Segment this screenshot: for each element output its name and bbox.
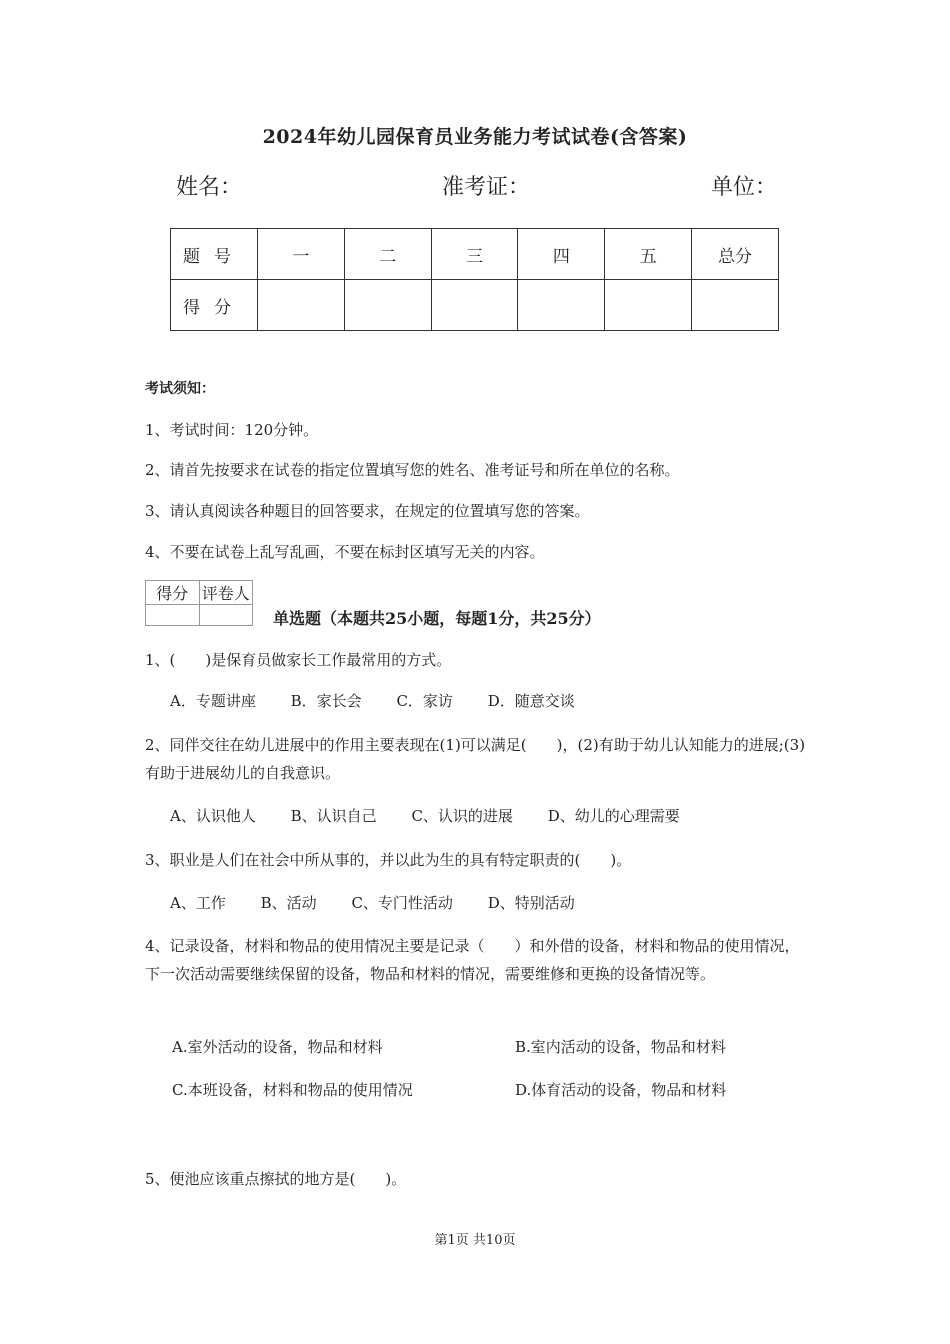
notice-item: 4、不要在试卷上乱写乱画，不要在标封区填写无关的内容。 [145, 543, 545, 561]
option: A.室外活动的设备，物品和材料 [172, 1038, 383, 1056]
grader-name-cell[interactable] [199, 605, 253, 626]
score-label: 得分 [171, 280, 258, 331]
question-options [170, 690, 605, 711]
question-text: 4、记录设备，材料和物品的使用情况主要是记录（ ）和外借的设备，材料和物品的使用情况，下一次活动需要继续保留的设备，物品和材料的情况，需要维修和更换的设备情况等。 [145, 937, 800, 983]
option: B、活动 [260, 894, 317, 912]
grader-name-label: 评卷人 [199, 581, 253, 605]
name-label: 姓名： [176, 175, 243, 200]
candidate-info-row [0, 170, 950, 204]
option: C、认识的进展 [411, 807, 513, 825]
question-text: 1、( )是保育员做家长工作最常用的方式。 [145, 651, 452, 669]
option: B、认识自己 [290, 807, 377, 825]
option: D.体育活动的设备，物品和材料 [515, 1081, 727, 1099]
option: A、认识他人 [170, 807, 256, 825]
page-footer: 第1页 共10页 [434, 1233, 516, 1248]
score-cell[interactable] [431, 280, 518, 331]
score-cell[interactable] [344, 280, 431, 331]
grader-score-label: 得分 [146, 581, 200, 605]
score-table [170, 228, 779, 331]
option: A、工作 [170, 894, 226, 912]
grader-score-cell[interactable] [146, 605, 200, 626]
unit-label: 单位： [711, 175, 778, 200]
score-column-2: 二 [344, 229, 431, 280]
question-options [170, 805, 710, 826]
score-cell[interactable] [258, 280, 345, 331]
score-table-header-row [171, 229, 779, 280]
score-column-5: 五 [605, 229, 692, 280]
question-text: 3、职业是人们在社会中所从事的，并以此为生的具有特定职责的( )。 [145, 851, 632, 869]
option: C．家访 [396, 692, 453, 710]
question-options [170, 892, 605, 913]
option: C、专门性活动 [351, 894, 453, 912]
score-cell[interactable] [605, 280, 692, 331]
score-cell[interactable] [518, 280, 605, 331]
notice-title: 考试须知： [145, 381, 215, 397]
score-table-score-row [171, 280, 779, 331]
exam-title: 2024年幼儿园保育员业务能力考试试卷(含答案) [262, 126, 688, 148]
notice-item: 2、请首先按要求在试卷的指定位置填写您的姓名、准考证号和所在单位的名称。 [145, 461, 680, 479]
score-column-total: 总分 [692, 229, 779, 280]
grader-box [145, 580, 253, 626]
notice-item: 1、考试时间：120分钟。 [145, 421, 319, 439]
exam-number-label: 准考证： [442, 175, 531, 200]
score-column-3: 三 [431, 229, 518, 280]
question-text: 5、便池应该重点擦拭的地方是( )。 [145, 1170, 407, 1188]
question-text: 2、同伴交往在幼儿进展中的作用主要表现在(1)可以满足( )，(2)有助于幼儿认知能力的进展;(3)有助于进展幼儿的自我意识。 [145, 736, 806, 782]
option: D、特别活动 [487, 894, 575, 912]
question-number-label: 题号 [171, 229, 258, 280]
option: D、幼儿的心理需要 [547, 807, 680, 825]
option: C.本班设备，材料和物品的使用情况 [172, 1081, 413, 1099]
option: D．随意交谈 [487, 692, 575, 710]
section-title: 单选题（本题共25小题，每题1分，共25分） [273, 609, 601, 628]
notice-item: 3、请认真阅读各种题目的回答要求，在规定的位置填写您的答案。 [145, 502, 590, 520]
option: B.室内活动的设备，物品和材料 [515, 1038, 726, 1056]
option: B．家长会 [290, 692, 362, 710]
option: A．专题讲座 [170, 692, 256, 710]
score-column-1: 一 [258, 229, 345, 280]
score-cell[interactable] [692, 280, 779, 331]
score-column-4: 四 [518, 229, 605, 280]
